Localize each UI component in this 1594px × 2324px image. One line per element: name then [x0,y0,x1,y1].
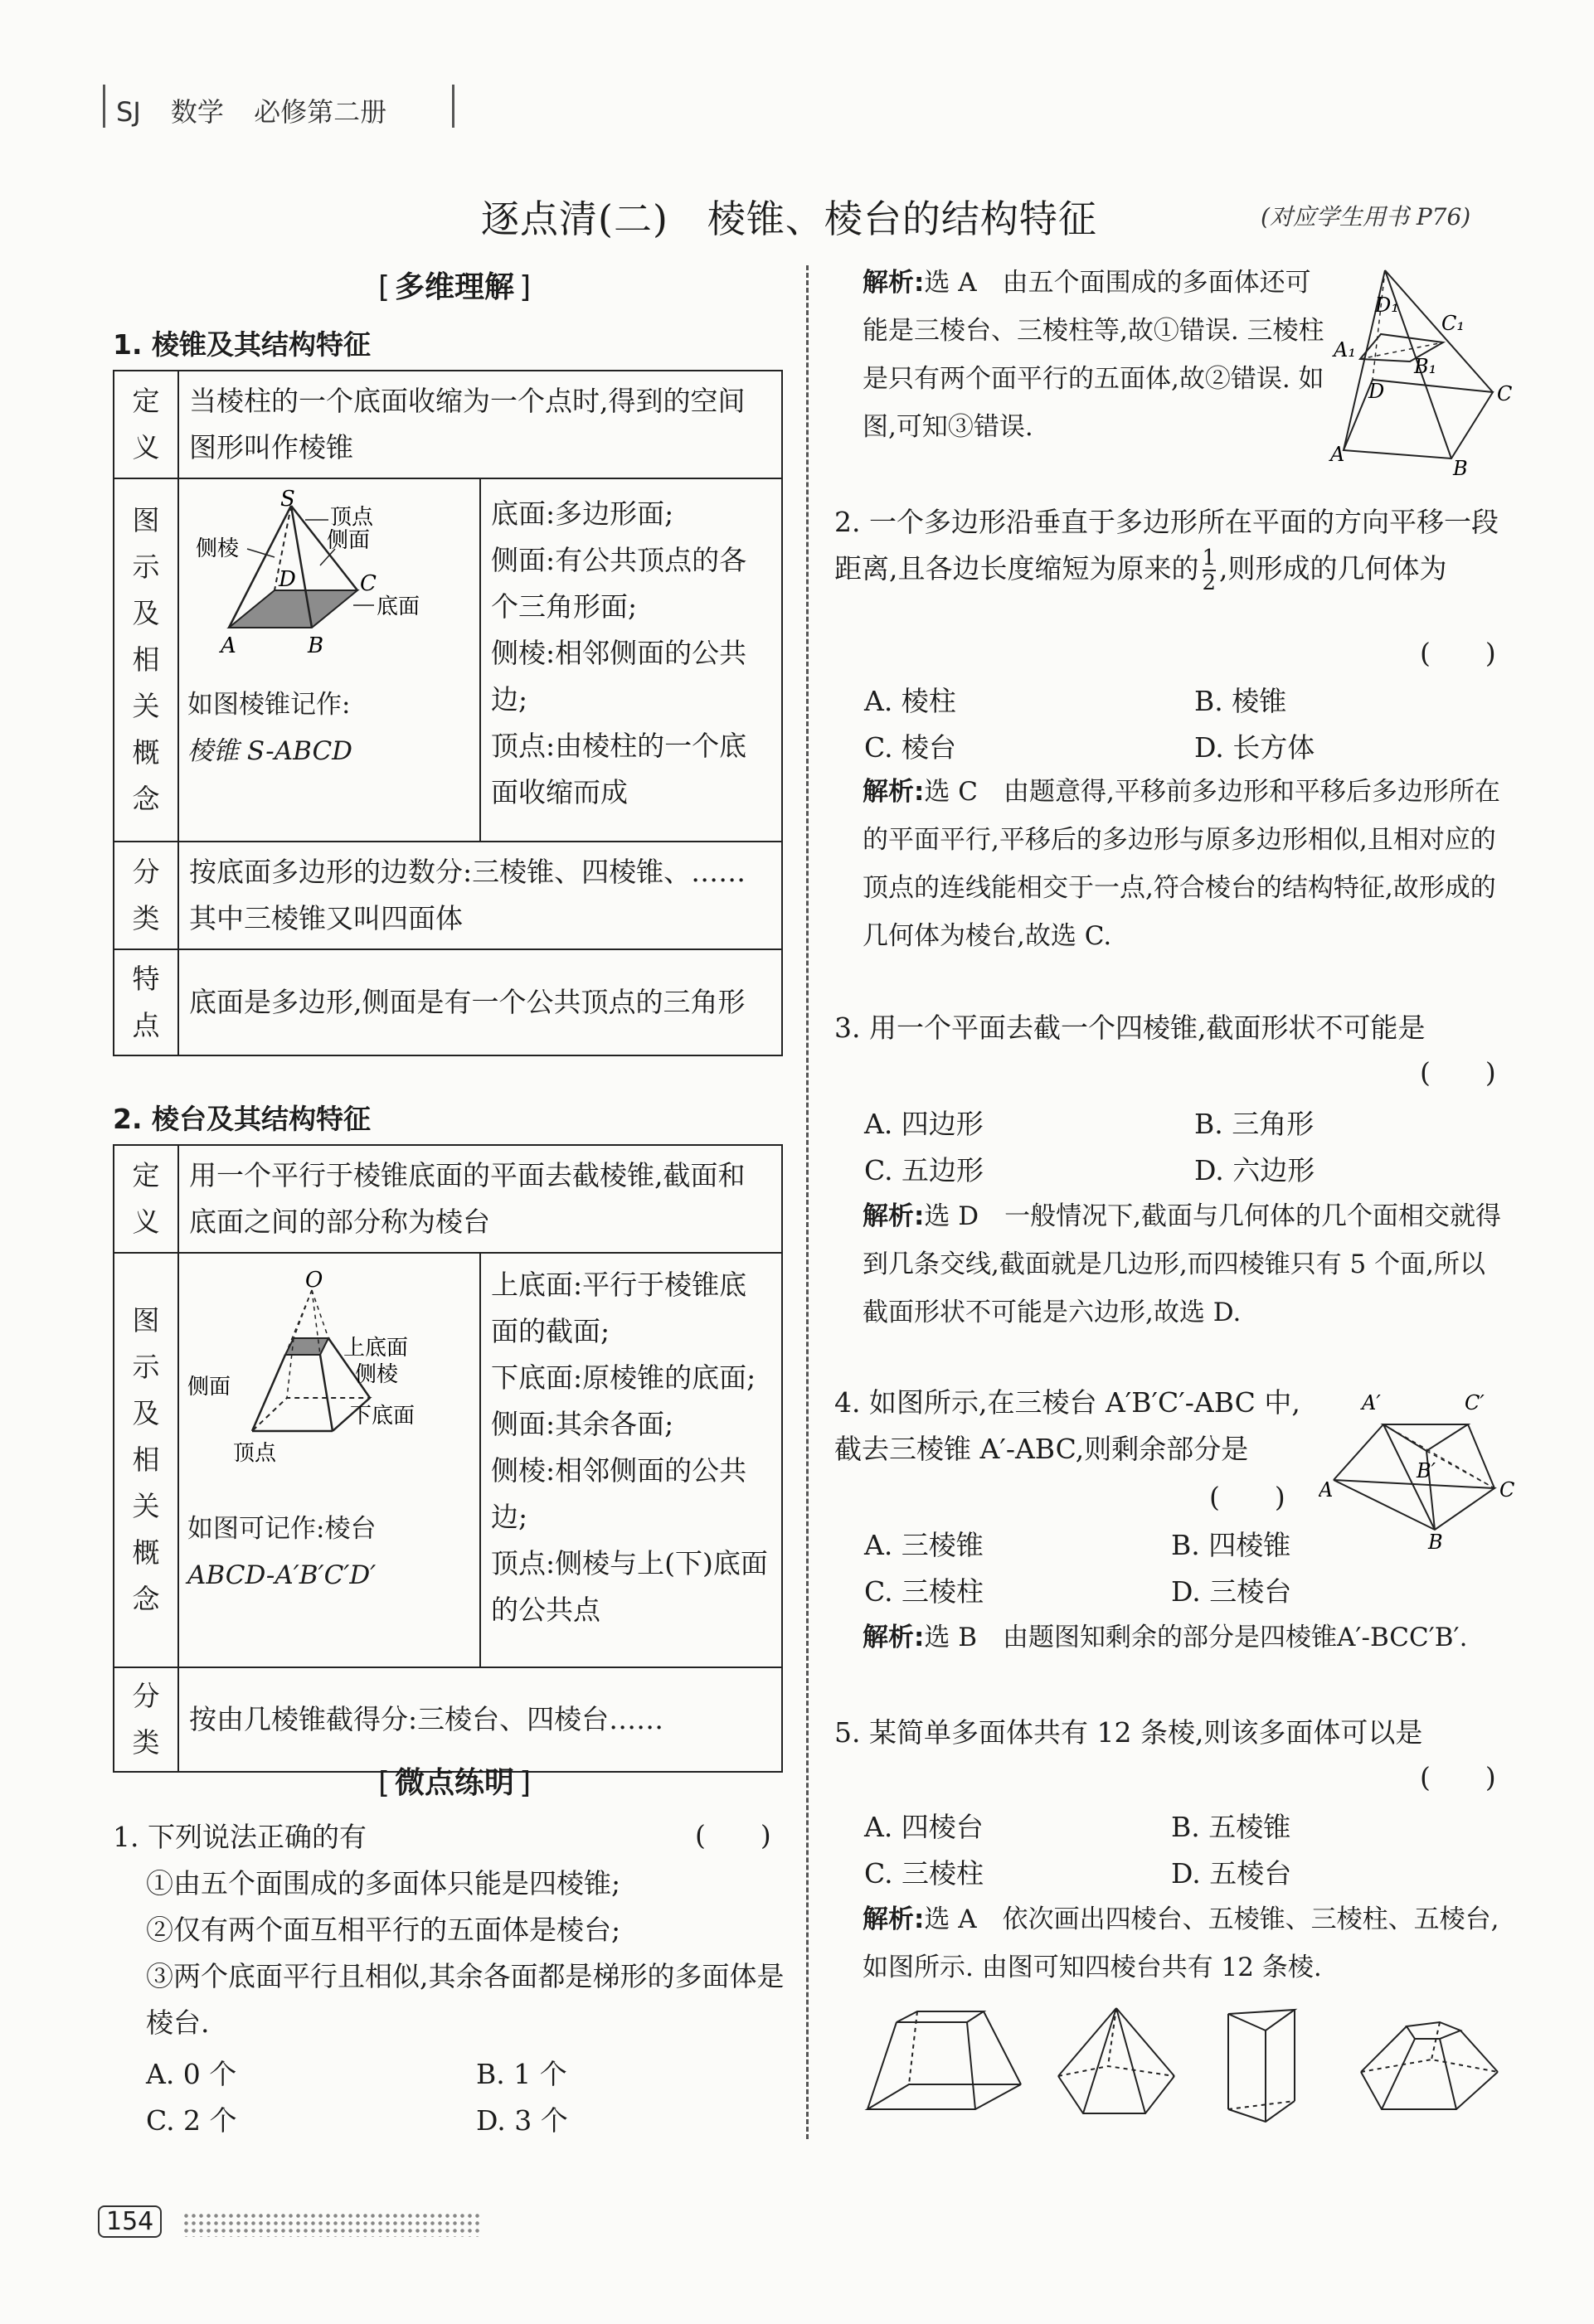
frustum-concept-vertex: 顶点:侧棱与上(下)底面的公共点 [491,1547,768,1626]
frustum-concept-face: 侧面:其余各面; [491,1408,674,1440]
q1-solution [863,259,1327,451]
book-label: 必修第二册 [254,96,387,128]
q5-stem: 5. 某简单多面体共有 12 条棱,则该多面体可以是 [834,1716,1423,1749]
pyramid-figure [187,483,436,682]
frustum-fig-key: 图示及相关概念 [114,1253,178,1667]
pyramid-def-value: 当棱柱的一个底面收缩为一个点时,得到的空间图形叫作棱锥 [178,371,782,478]
frustum-label-edge: 侧棱 [355,1362,399,1387]
q2-fraction [1203,546,1217,594]
pyramid-figure-cell [178,478,480,842]
q1-stem: 1. 下列说法正确的有 [113,1821,367,1853]
q2-solution-label: 解析: [863,777,925,807]
q2-stem-2: ,则形成的几何体为 [1219,552,1447,585]
q4-option-c: C. 三棱柱 [864,1575,984,1608]
q1-option-d: D. 3 个 [476,2104,568,2137]
q1-item-2: ②仅有两个面互相平行的五面体是棱台; [146,1914,621,1946]
pyramid-def-key: 定义 [114,371,178,478]
q4-answer-blank: ( ) [1209,1481,1285,1513]
q5-solution-text: 选 A 依次画出四棱台、五棱锥、三棱柱、五棱台,如图所示. 由图可知四棱台共有 12 条棱. [863,1904,1499,1982]
pyramid-feature-key: 特点 [114,949,178,1055]
frustum-concepts [480,1253,782,1667]
svg-text:A′: A′ [1362,1391,1381,1414]
frustum-fig-caption: 如图可记作:棱台 [187,1514,377,1544]
header-bar-right [452,85,454,128]
q2-option-c: C. 棱台 [864,731,957,764]
svg-text:B₁: B₁ [1414,355,1437,378]
q3-answer-blank: ( ) [1420,1056,1496,1089]
label-B: B [308,633,324,658]
pyramid-class-value: 按底面多边形的边数分:三棱锥、四棱锥、……其中三棱锥又叫四面体 [178,842,782,949]
q3-solution-text: 选 D 一般情况下,截面与几何体的几个面相交就得到几条交线,截面就是几边形,而四棱锥只有 5 个面,所以截面形状不可能是六边形,故选 D. [863,1201,1501,1327]
q2-stem: 2. 一个多边形沿垂直于多边形所在平面的方向平移一段距离,且各边长度缩短为原来的 [834,506,1499,585]
q4-stem: 4. 如图所示,在三棱台 A′B′C′-ABC 中,截去三棱锥 A′-ABC,则剩余部分是 [834,1386,1300,1465]
q5-option-c: C. 三棱柱 [864,1857,984,1890]
svg-text:A₁: A₁ [1334,338,1356,361]
pyramid-concepts [480,478,782,842]
pyramid-concept-face: 侧面:有公共顶点的各个三角形面; [491,544,747,623]
q5-solution-label: 解析: [863,1904,925,1934]
q2-option-a: A. 棱柱 [864,685,956,717]
q2-option-b: B. 棱锥 [1194,685,1287,717]
svg-text:D: D [1368,380,1385,403]
frustum-fig-name: ABCD-A′B′C′D′ [187,1560,377,1590]
header-bar-left [103,85,105,128]
frustum-label-O: O [305,1268,323,1293]
q4-option-b: B. 四棱锥 [1171,1529,1291,1561]
label-edge: 侧棱 [196,536,240,561]
frustum-concept-top: 上底面:平行于棱锥底面的截面; [491,1269,747,1347]
q4-frustum-figure [1319,1376,1518,1550]
pyramid-concept-base: 底面:多边形面; [491,497,674,530]
frustum-figure [187,1257,436,1506]
pyramid-table [113,370,783,1056]
q4-option-a: A. 三棱锥 [864,1529,984,1561]
page-number: 154 [98,2205,162,2238]
q1-item-1: ①由五个面围成的多面体只能是四棱锥; [146,1867,621,1899]
pyramid-heading: 1. 棱锥及其结构特征 [113,328,371,361]
column-divider [806,265,809,2139]
pyramid-concept-edge: 侧棱:相邻侧面的公共边; [491,637,747,716]
page-title: 逐点清(二) 棱锥、棱台的结构特征 [481,196,1097,241]
frustum-table [113,1144,783,1773]
frustum-label-bottom: 下底面 [350,1404,416,1429]
q1-answer-blank: ( ) [695,1819,771,1851]
q2-solution [863,768,1509,960]
frustum-class-key: 分类 [114,1667,178,1772]
q4-option-d: D. 三棱台 [1171,1575,1292,1608]
q5-option-a: A. 四棱台 [864,1811,984,1843]
q3-solution-label: 解析: [863,1201,925,1231]
running-header [116,91,408,129]
svg-text:A: A [1330,443,1345,466]
svg-text:B: B [1453,457,1468,479]
q3-option-b: B. 三角形 [1194,1108,1315,1140]
q3-solution [863,1192,1509,1337]
q1-solution-text: 选 A 由五个面围成的多面体还可能是三棱台、三棱柱等,故①错误. 三棱柱是只有两个面平行的五面体,故②错误. 如图,可知③错误. [863,268,1324,442]
frustum-class-value: 按由几棱锥截得分:三棱台、四棱台…… [178,1667,782,1772]
q2-solution-text: 选 C 由题意得,平移前多边形和平移后多边形所在的平面平行,平移后的多边形与原多边形相似,且相对应的顶点的连线能相交于一点,符合棱台的结构特征,故形成的几何体为棱台,故选 C. [863,777,1500,951]
frustum-label-face: 侧面 [187,1375,231,1400]
q1-option-c: C. 2 个 [146,2104,237,2137]
q4-solution-text: 选 B 由题图知剩余的部分是四棱锥A′-BCC′B′. [924,1623,1468,1652]
frustum-figure-cell [178,1253,480,1667]
svg-text:C: C [1497,382,1513,405]
q1-block [113,1814,785,2046]
subject-label: 数学 [170,96,224,128]
q3-option-d: D. 六边形 [1194,1154,1315,1186]
svg-text:C₁: C₁ [1441,312,1465,335]
frustum-concept-bottom: 下底面:原棱锥的底面; [491,1361,756,1394]
solid-penta-frustum [1361,2022,1498,2109]
q5-option-d: D. 五棱台 [1171,1857,1292,1890]
pyramid-fig-key: 图示及相关概念 [114,478,178,842]
section-heading-practice: [ 微点练明 ] [378,1759,531,1802]
q1-item-3: ③两个底面平行且相似,其余各面都是梯形的多面体是棱台. [146,1960,785,2039]
series-label: SJ [116,96,141,128]
q1-option-b: B. 1 个 [476,2058,567,2090]
q4-solution-label: 解析: [863,1623,925,1652]
q5-solution [863,1895,1509,1992]
label-D: D [279,567,296,592]
q5-answer-blank: ( ) [1420,1761,1496,1793]
q5-solids-figure [859,2001,1523,2126]
pyramid-fig-caption: 如图棱锥记作: [187,690,351,720]
solid-tri-prism [1228,2010,1295,2122]
svg-text:A: A [1319,1478,1334,1502]
solid-penta-pyramid [1058,2008,1174,2113]
svg-text:C′: C′ [1465,1391,1485,1414]
solid-quad-frustum [867,2011,1021,2109]
pyramid-feature-value: 底面是多边形,侧面是有一个公共顶点的三角形 [178,949,782,1055]
label-base: 底面 [377,594,420,619]
frustum-label-top: 上底面 [343,1336,409,1361]
reference-note: (对应学生用书 P76) [1261,203,1471,230]
pyramid-class-key: 分类 [114,842,178,949]
pyramid-base-shade [229,590,357,628]
frustum-concept-edge: 侧棱:相邻侧面的公共边; [491,1454,747,1533]
svg-text:B′: B′ [1417,1459,1436,1482]
pyramid-concept-apex: 顶点:由棱柱的一个底面收缩而成 [491,730,747,808]
q2-frac-num: 1 [1202,546,1217,570]
footer-dot-pattern [182,2212,481,2237]
q5-option-b: B. 五棱锥 [1171,1811,1291,1843]
label-S: S [280,487,295,512]
frustum-def-key: 定义 [114,1145,178,1253]
q3-stem: 3. 用一个平面去截一个四棱锥,截面形状不可能是 [834,1012,1426,1044]
q1-solution-label: 解析: [863,268,925,298]
q1-option-a: A. 0 个 [146,2058,237,2090]
frustum-heading: 2. 棱台及其结构特征 [113,1103,371,1135]
label-apex: 顶点 [330,505,374,530]
q2-frac-den: 2 [1202,570,1217,595]
label-face: 侧面 [327,528,371,553]
frustum-top-shade [285,1338,328,1355]
frustum-label-vertex: 顶点 [233,1441,277,1466]
q3-option-a: A. 四边形 [864,1108,984,1140]
section-heading-understanding: [ 多维理解 ] [378,264,531,306]
q1-frustum-figure [1327,264,1518,479]
q3-option-c: C. 五边形 [864,1154,984,1186]
pyramid-fig-name: 棱锥 S-ABCD [187,736,353,766]
q4-solution [863,1613,1509,1662]
label-C: C [360,571,377,596]
svg-text:D₁: D₁ [1375,294,1399,317]
q2-block [834,499,1514,594]
svg-text:B: B [1428,1531,1443,1550]
q2-answer-blank: ( ) [1420,637,1496,669]
label-A: A [221,633,236,658]
svg-text:C: C [1499,1478,1515,1502]
q2-option-d: D. 长方体 [1194,731,1315,764]
frustum-def-value: 用一个平行于棱锥底面的平面去截棱锥,截面和底面之间的部分称为棱台 [178,1145,782,1253]
